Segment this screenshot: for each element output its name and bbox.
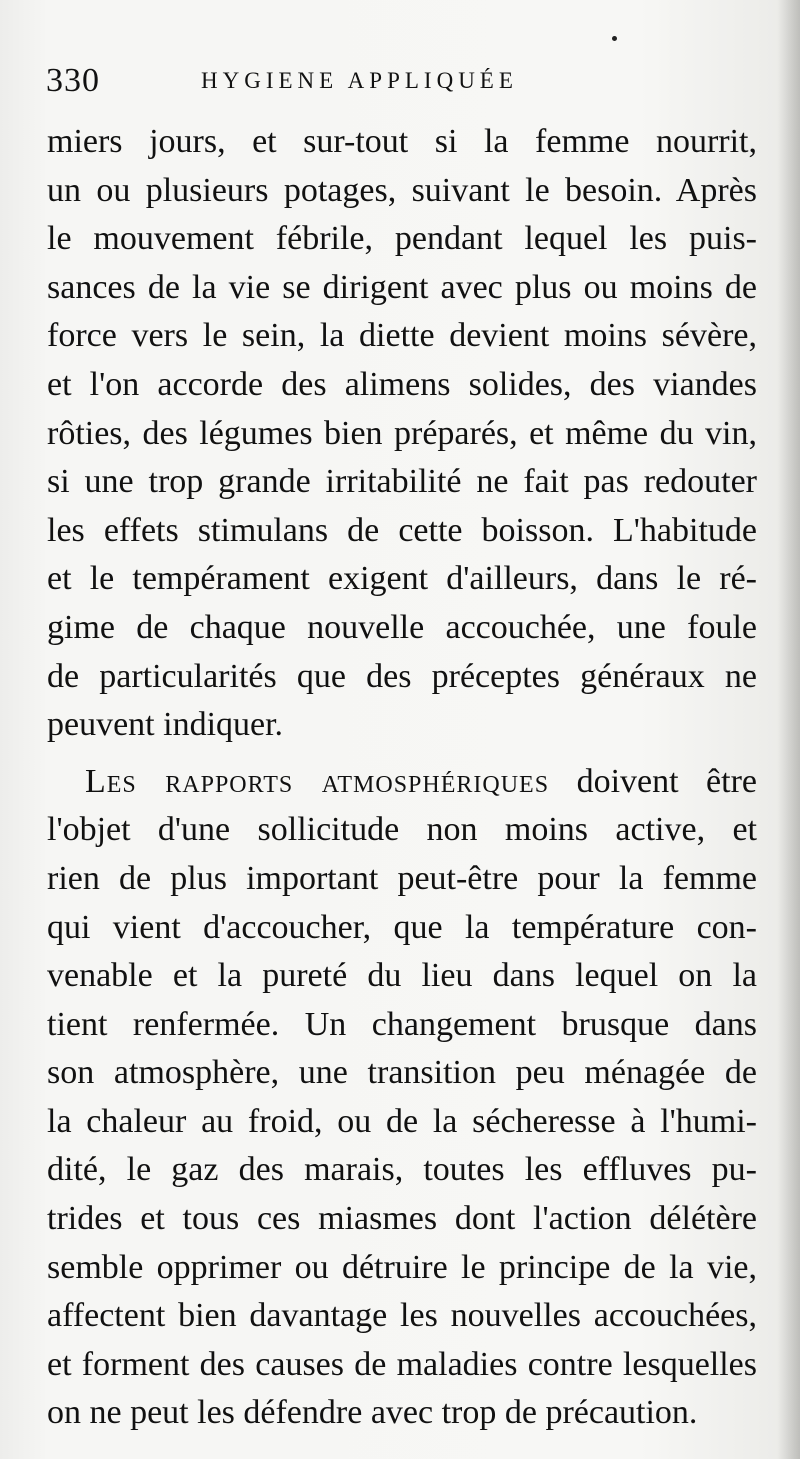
text-line: on ne peut les défendre avec trop de précaution. [47, 1394, 698, 1432]
text-line: force vers le sein, la diette devient moins sévère, [47, 317, 757, 355]
text-line: affectent bien davantage les nouvelles accouchées, [47, 1297, 757, 1335]
text-line: peuvent indiquer. [47, 706, 284, 744]
running-title: HYGIENE APPLIQUÉE [201, 68, 518, 93]
body-text [47, 118, 757, 1438]
text-line: si une trop grande irritabilité ne fait pas redouter [47, 463, 757, 501]
text-line: dité, le gaz des marais, toutes les effluves pu- [47, 1151, 757, 1189]
text-line: un ou plusieurs potages, suivant le besoin. Après [47, 171, 757, 209]
text-line: son atmosphère, une transition peu ménagée de [47, 1054, 757, 1092]
text-line: l'objet d'une sollicitude non moins active, et [47, 811, 757, 849]
paragraph-gap [47, 750, 757, 758]
text-line: trides et tous ces miasmes dont l'action délétère [47, 1200, 757, 1238]
text-line: rôties, des légumes bien préparés, et même du vin, [47, 414, 757, 452]
text-line: sances de la vie se dirigent avec plus ou moins de [47, 268, 757, 306]
text-line: la chaleur au froid, ou de la sécheresse à l'humi- [47, 1102, 757, 1140]
text-line: et l'on accorde des alimens solides, des viandes [47, 365, 757, 403]
text-line: et forment des causes de maladies contre lesquelles [47, 1345, 757, 1383]
text-line: venable et la pureté du lieu dans lequel on la [47, 957, 757, 995]
text-line: de particularités que des préceptes généraux ne [47, 657, 757, 695]
paragraph-2 [47, 758, 757, 1438]
page-header [46, 60, 746, 110]
page-number: 330 [46, 62, 100, 99]
text-line: les effets stimulans de cette boisson. L'habitude [47, 511, 757, 549]
text-line: semble opprimer ou détruire le principe de la vie, [47, 1248, 757, 1286]
text-line: rien de plus important peut-être pour la femme [47, 859, 757, 897]
text-line: qui vient d'accoucher, que la température con- [47, 908, 757, 946]
text-line: le mouvement fébrile, pendant lequel les puis- [47, 220, 757, 258]
first-line-rest: doivent être [576, 762, 758, 800]
smallcaps-lead: Les rapports atmosphériques [85, 762, 550, 800]
text-line-first [47, 758, 757, 807]
page-edge-shadow [778, 0, 800, 1459]
text-line: tient renfermée. Un changement brusque dans [47, 1005, 757, 1043]
ink-speck [612, 36, 617, 41]
paragraph-1 [47, 118, 757, 750]
text-line: et le tempérament exigent d'ailleurs, dans le ré- [47, 560, 757, 598]
text-line: miers jours, et sur-tout si la femme nourrit, [47, 123, 757, 160]
text-line: gime de chaque nouvelle accouchée, une foule [47, 608, 757, 646]
